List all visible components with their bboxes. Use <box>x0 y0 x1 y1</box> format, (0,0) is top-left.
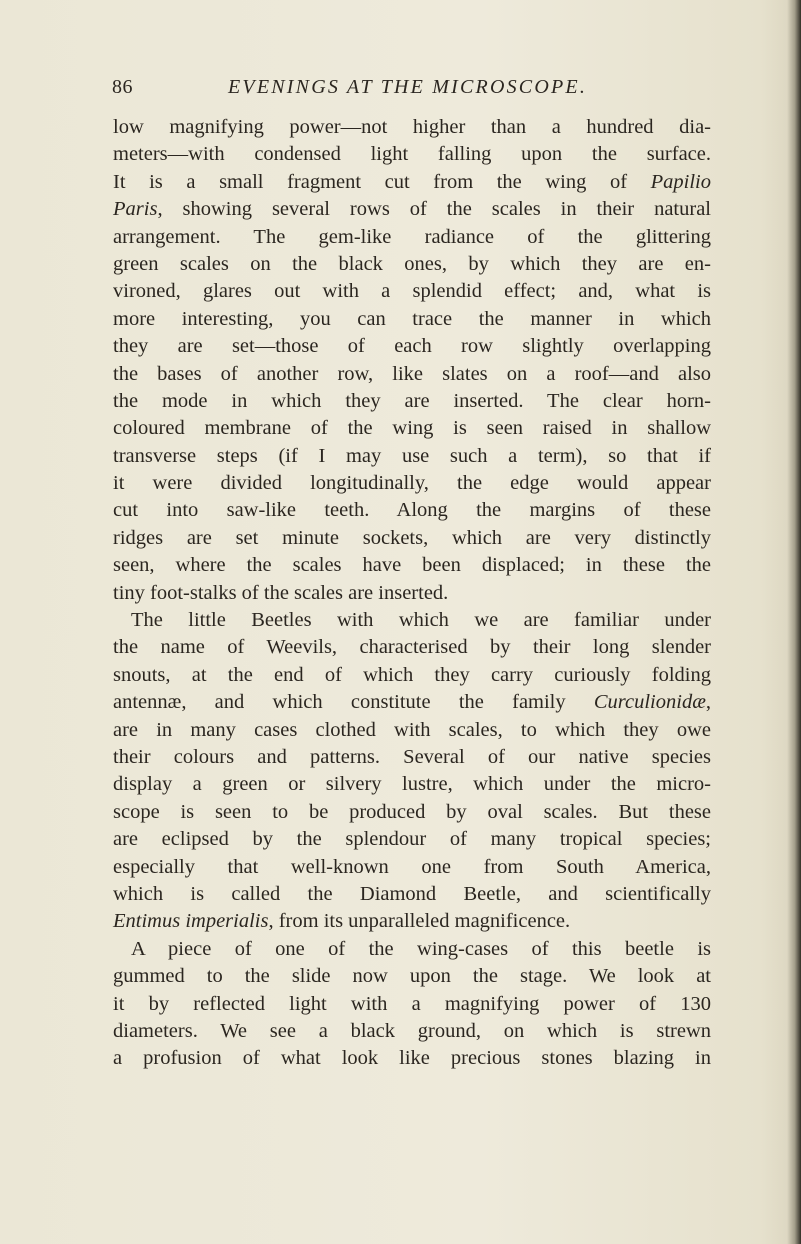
italic-family-name: Curculionidæ <box>593 691 706 714</box>
text-line: diameters. We see a black ground, on which is strewn <box>113 1019 711 1042</box>
text-line: more interesting, you can trace the manner in which <box>113 307 711 330</box>
text-line: green scales on the black ones, by which they are en- <box>113 252 711 275</box>
text-line: ridges are set minute sockets, which are very distinctly <box>113 526 711 549</box>
text-line: coloured membrane of the wing is seen raised in shallow <box>113 417 711 440</box>
text-line: A piece of one of the wing-cases of this beetle is <box>131 937 711 960</box>
text-line: the bases of another row, like slates on a roof—and also <box>113 362 711 385</box>
text-line <box>113 196 711 223</box>
text-line: tiny foot-stalks of the scales are inserted. <box>113 581 449 604</box>
italic-species-name: Entimus imperialis <box>113 910 269 933</box>
text-run: , showing several rows of the scales in their natural <box>157 198 711 221</box>
text-run: It is a small fragment cut from the wing of <box>113 170 651 193</box>
text-line: The little Beetles with which we are familiar under <box>131 609 711 632</box>
text-line: it by reflected light with a magnifying power of 130 <box>113 992 711 1015</box>
text-line: which is called the Diamond Beetle, and scientifically <box>113 882 711 905</box>
text-line: meters—with condensed light falling upon the surface. <box>113 143 711 166</box>
italic-species-name: Paris <box>113 198 158 221</box>
running-head <box>0 74 801 106</box>
text-line: vironed, glares out with a splendid effect; and, what is <box>113 280 711 303</box>
text-line: scope is seen to be produced by oval scales. But these <box>113 800 711 823</box>
text-line: they are set—those of each row slightly overlapping <box>113 335 711 358</box>
text-line: display a green or silvery lustre, which under the micro- <box>113 773 711 796</box>
text-line: cut into saw-like teeth. Along the margins of these <box>113 499 711 522</box>
text-line: especially that well-known one from South America, <box>113 855 711 878</box>
page-edge-shadow <box>787 0 801 1244</box>
text-line <box>113 689 711 716</box>
text-run: , <box>705 691 711 714</box>
text-line: transverse steps (if I may use such a term), so that if <box>113 444 711 467</box>
text-line: their colours and patterns. Several of our native species <box>113 745 711 768</box>
text-line: a profusion of what look like precious stones blazing in <box>113 1047 711 1070</box>
body-text <box>113 114 711 1073</box>
text-line: the name of Weevils, characterised by their long slender <box>113 636 711 659</box>
text-line: the mode in which they are inserted. The clear horn- <box>113 389 711 412</box>
text-line: seen, where the scales have been displaced; in these the <box>113 554 711 577</box>
text-line: are eclipsed by the splendour of many tropical species; <box>113 828 711 851</box>
text-line: are in many cases clothed with scales, to which they owe <box>113 718 711 741</box>
text-line: it were divided longitudinally, the edge would appear <box>113 472 711 495</box>
text-line: arrangement. The gem-like radiance of the glittering <box>113 225 711 248</box>
text-run: , from its unparalleled magnificence. <box>268 910 571 933</box>
page-number: 86 <box>112 76 133 98</box>
text-line: snouts, at the end of which they carry curiously folding <box>113 663 711 686</box>
text-line <box>113 908 711 935</box>
text-line: low magnifying power—not higher than a hundred dia- <box>113 116 711 138</box>
text-line <box>113 169 711 196</box>
text-line: gummed to the slide now upon the stage. We look at <box>113 965 711 988</box>
running-title: EVENINGS AT THE MICROSCOPE. <box>228 76 588 98</box>
italic-species-name: Papilio <box>650 170 711 193</box>
text-run: antennæ, and which constitute the family <box>113 691 594 714</box>
